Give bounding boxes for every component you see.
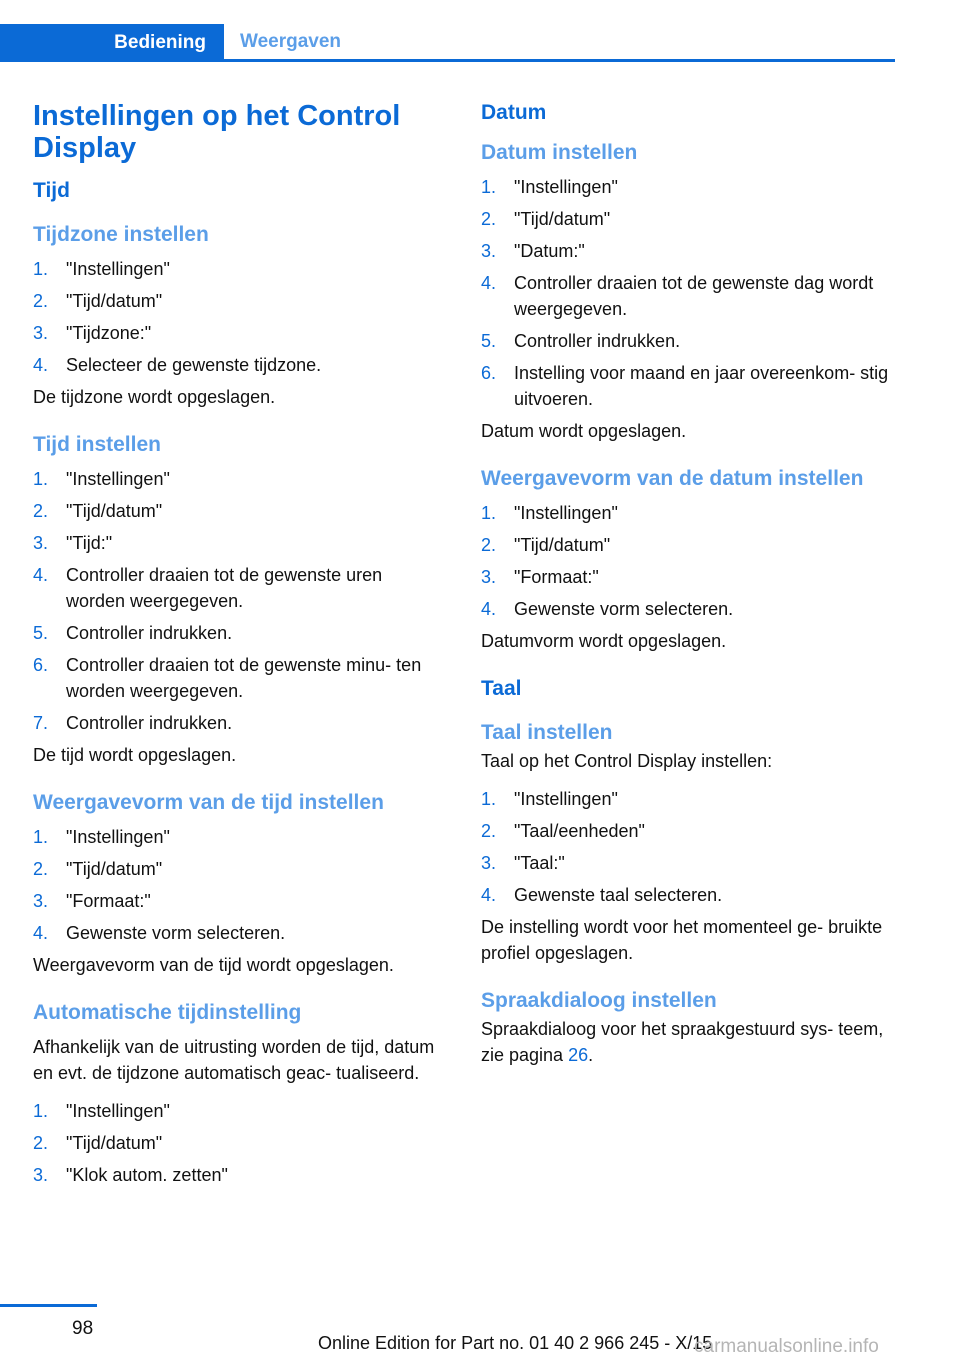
list-item [33, 1098, 438, 1124]
step-text: Controller draaien tot de gewenste uren worden weergegeven. [66, 565, 383, 611]
step-text: "Tijdzone:" [66, 323, 152, 343]
result-taal: De instelling wordt voor het momenteel ge‐ bruikte profiel opgeslagen. [481, 917, 883, 963]
step-number: 2. [481, 209, 497, 229]
steps-auto-tijd [33, 1098, 438, 1188]
subheading-tijd-vorm: Weergavevorm van de tijd instellen [33, 791, 384, 814]
watermark: carmanualsonline.info [694, 1336, 879, 1357]
step-text: "Instellingen" [514, 177, 618, 197]
list-item [33, 920, 438, 946]
list-item [33, 1162, 438, 1188]
step-text: Instelling voor maand en jaar overeenkom‐ stig uitvoeren. [514, 363, 889, 409]
step-text: "Tijd/datum" [66, 291, 163, 311]
step-number: 5. [33, 623, 49, 643]
left-column [33, 100, 438, 1194]
step-text: "Datum:" [514, 241, 585, 261]
list-item [481, 532, 893, 558]
subheading-datum-vorm: Weergavevorm van de datum instellen [481, 467, 864, 490]
page-title: Instellingen op het Control Display [33, 100, 401, 164]
step-number: 1. [481, 789, 497, 809]
list-item [481, 564, 893, 590]
step-number: 4. [481, 599, 497, 619]
intro-taal: Taal op het Control Display instellen: [481, 751, 773, 771]
footer-rule [0, 1304, 97, 1307]
list-item [481, 174, 893, 200]
step-text: "Instellingen" [514, 503, 618, 523]
step-text: "Instellingen" [66, 259, 170, 279]
steps-datum-vorm [481, 500, 893, 622]
step-text: "Instellingen" [514, 789, 618, 809]
result-tijdzone: De tijdzone wordt opgeslagen. [33, 387, 276, 407]
step-number: 4. [33, 565, 49, 585]
step-text: Controller indrukken. [514, 331, 681, 351]
steps-tijd-instellen [33, 466, 438, 736]
step-text: "Tijd:" [66, 533, 113, 553]
list-item [33, 888, 438, 914]
step-text: Gewenste taal selecteren. [514, 885, 723, 905]
result-datum-vorm: Datumvorm wordt opgeslagen. [481, 631, 727, 651]
list-item [33, 256, 438, 282]
step-text: Controller draaien tot de gewenste minu‐ ten worden weergegeven. [66, 655, 422, 701]
step-text: "Tijd/datum" [514, 209, 611, 229]
section-heading-taal: Taal [481, 677, 522, 700]
section-heading-datum: Datum [481, 101, 547, 124]
step-text: "Taal/eenheden" [514, 821, 645, 841]
step-number: 2. [481, 535, 497, 555]
subheading-tijdzone: Tijdzone instellen [33, 223, 209, 246]
step-number: 2. [481, 821, 497, 841]
step-text: Gewenste vorm selecteren. [66, 923, 286, 943]
spraak-text: Spraakdialoog voor het spraakgestuurd sys‐ teem, zie pagina [481, 1019, 884, 1065]
step-text: "Formaat:" [514, 567, 599, 587]
steps-tijd-vorm [33, 824, 438, 946]
page-number: 98 [72, 1318, 94, 1339]
steps-taal [481, 786, 893, 908]
page-link-26[interactable]: 26 [568, 1045, 589, 1065]
step-text: Gewenste vorm selecteren. [514, 599, 734, 619]
list-item [33, 652, 438, 704]
step-number: 1. [33, 259, 49, 279]
step-number: 2. [33, 291, 49, 311]
list-item [481, 238, 893, 264]
list-item [481, 882, 893, 908]
step-text: Controller indrukken. [66, 623, 233, 643]
tab-bediening[interactable]: Bediening [0, 24, 224, 62]
list-item [481, 850, 893, 876]
list-item [33, 710, 438, 736]
list-item [481, 818, 893, 844]
section-heading-tijd: Tijd [33, 179, 70, 202]
result-datum-instellen: Datum wordt opgeslagen. [481, 421, 687, 441]
step-number: 1. [481, 177, 497, 197]
step-number: 1. [481, 503, 497, 523]
step-number: 7. [33, 713, 49, 733]
step-text: "Taal:" [514, 853, 565, 873]
step-number: 3. [481, 853, 497, 873]
list-item [33, 530, 438, 556]
step-number: 3. [33, 323, 49, 343]
header-bar [0, 24, 895, 62]
list-item [33, 498, 438, 524]
step-text: Selecteer de gewenste tijdzone. [66, 355, 322, 375]
step-text: "Tijd/datum" [66, 859, 163, 879]
subheading-datum-instellen: Datum instellen [481, 141, 638, 164]
list-item [33, 466, 438, 492]
result-tijd-instellen: De tijd wordt opgeslagen. [33, 745, 237, 765]
step-number: 4. [33, 923, 49, 943]
list-item [33, 288, 438, 314]
step-text: "Formaat:" [66, 891, 151, 911]
step-text: Controller draaien tot de gewenste dag wordt weergegeven. [514, 273, 874, 319]
list-item [481, 328, 893, 354]
header-rule [0, 59, 895, 62]
step-number: 1. [33, 827, 49, 847]
right-column [481, 100, 893, 1090]
step-number: 6. [481, 363, 497, 383]
step-text: "Tijd/datum" [66, 1133, 163, 1153]
step-number: 4. [33, 355, 49, 375]
list-item [481, 500, 893, 526]
list-item [481, 786, 893, 812]
list-item [33, 320, 438, 346]
list-item [33, 352, 438, 378]
list-item [481, 360, 893, 412]
result-tijd-vorm: Weergavevorm van de tijd wordt opgeslagen. [33, 955, 394, 975]
step-number: 3. [33, 1165, 49, 1185]
step-text: "Tijd/datum" [66, 501, 163, 521]
tab-weergaven[interactable]: Weergaven [240, 30, 342, 52]
step-number: 2. [33, 859, 49, 879]
step-text: "Instellingen" [66, 1101, 170, 1121]
step-number: 2. [33, 1133, 49, 1153]
step-number: 3. [481, 567, 497, 587]
step-number: 6. [33, 655, 49, 675]
step-text: Controller indrukken. [66, 713, 233, 733]
step-text: "Klok autom. zetten" [66, 1165, 228, 1185]
subheading-taal-instellen: Taal instellen [481, 721, 613, 744]
list-item [481, 206, 893, 232]
list-item [33, 824, 438, 850]
list-item [481, 596, 893, 622]
step-number: 3. [33, 891, 49, 911]
step-number: 2. [33, 501, 49, 521]
subheading-tijd-instellen: Tijd instellen [33, 433, 161, 456]
step-number: 4. [481, 885, 497, 905]
edition-note: Online Edition for Part no. 01 40 2 966 245 - X/15 [318, 1333, 713, 1353]
step-text: "Instellingen" [66, 469, 170, 489]
spraak-text-end: . [588, 1045, 594, 1065]
list-item [481, 270, 893, 322]
step-number: 5. [481, 331, 497, 351]
list-item [33, 620, 438, 646]
text-spraakdialoog [481, 1016, 893, 1068]
list-item [33, 562, 438, 614]
subheading-auto-tijd: Automatische tijdinstelling [33, 1001, 302, 1024]
steps-tijdzone [33, 256, 438, 378]
step-text: "Instellingen" [66, 827, 170, 847]
steps-datum-instellen [481, 174, 893, 412]
step-number: 3. [33, 533, 49, 553]
intro-auto-tijd: Afhankelijk van de uitrusting worden de tijd, datum en evt. de tijdzone automatisch geac‐ tualiseerd. [33, 1037, 435, 1083]
step-number: 1. [33, 469, 49, 489]
step-text: "Tijd/datum" [514, 535, 611, 555]
step-number: 1. [33, 1101, 49, 1121]
step-number: 4. [481, 273, 497, 293]
step-number: 3. [481, 241, 497, 261]
list-item [33, 1130, 438, 1156]
subheading-spraakdialoog: Spraakdialoog instellen [481, 989, 717, 1012]
list-item [33, 856, 438, 882]
